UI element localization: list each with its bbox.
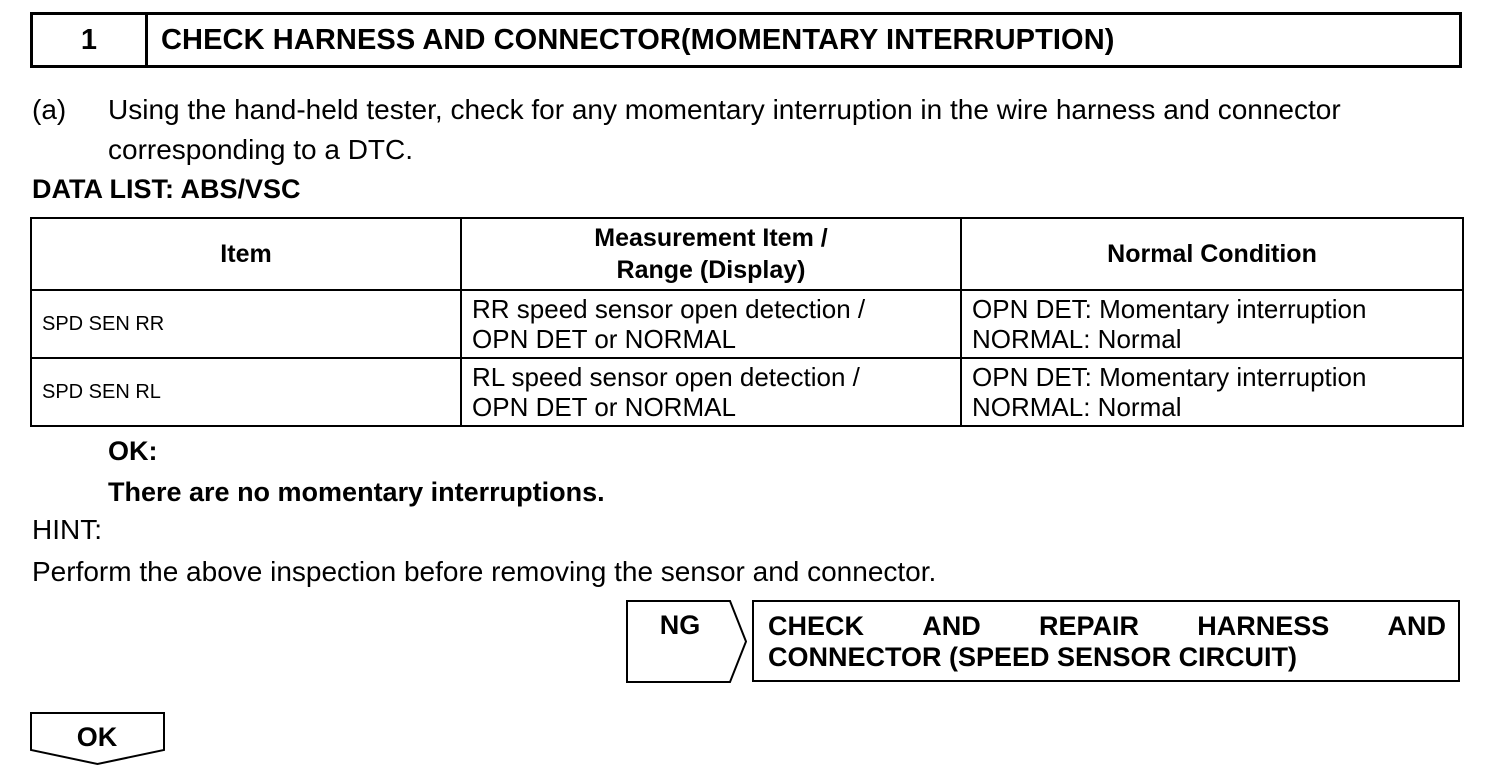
ng-result-word: AND <box>922 611 981 641</box>
instruction-text <box>108 90 1468 170</box>
ng-result-line-2: CONNECTOR (SPEED SENSOR CIRCUIT) <box>768 642 1298 672</box>
ng-result-box <box>752 600 1460 682</box>
ok-result-label: OK <box>76 722 118 752</box>
table-row <box>31 290 1463 358</box>
cell-item: SPD SEN RL <box>31 358 461 426</box>
cell-measurement-line-2: OPN DET or NORMAL <box>472 392 736 422</box>
cell-normal-line-1: OPN DET: Momentary interruption <box>972 294 1367 324</box>
header-measurement-line-1: Measurement Item / <box>594 224 828 252</box>
data-list-title: DATA LIST: ABS/VSC <box>32 174 301 204</box>
ng-result-word: REPAIR <box>1038 611 1139 641</box>
data-list-table <box>30 217 1464 427</box>
ng-result-word: AND <box>1387 611 1446 641</box>
cell-measurement-line-1: RL speed sensor open detection / <box>472 362 860 392</box>
cell-normal-condition <box>961 358 1463 426</box>
header-item: Item <box>31 218 461 290</box>
instruction-line-1: Using the hand-held tester, check for any momentary interruption in the wire harness and connector <box>108 94 1341 125</box>
cell-measurement <box>461 290 961 358</box>
step-number: 1 <box>33 15 148 65</box>
ng-result-word: CHECK <box>768 611 865 641</box>
header-measurement-line-2: Range (Display) <box>616 256 806 284</box>
step-header <box>30 12 1462 68</box>
table-header-row <box>31 218 1463 290</box>
cell-measurement-line-2: OPN DET or NORMAL <box>472 324 736 354</box>
instruction-line-2: corresponding to a DTC. <box>108 134 414 165</box>
cell-item: SPD SEN RR <box>31 290 461 358</box>
ok-spec-text: There are no momentary interruptions. <box>108 477 605 507</box>
header-measurement <box>461 218 961 290</box>
cell-normal-line-2: NORMAL: Normal <box>972 324 1182 354</box>
table-row <box>31 358 1463 426</box>
cell-measurement-line-1: RR speed sensor open detection / <box>472 294 866 324</box>
cell-normal-condition <box>961 290 1463 358</box>
header-normal-condition: Normal Condition <box>961 218 1463 290</box>
cell-measurement <box>461 358 961 426</box>
step-title: CHECK HARNESS AND CONNECTOR(MOMENTARY INTERRUPTION) <box>161 23 1115 56</box>
ng-result-line-1 <box>768 602 1458 642</box>
ng-result-word: HARNESS <box>1197 611 1330 641</box>
ng-label: NG <box>659 610 701 640</box>
instruction-label: (a) <box>32 94 67 125</box>
cell-normal-line-1: OPN DET: Momentary interruption <box>972 362 1367 392</box>
hint-label: HINT: <box>32 514 102 545</box>
cell-normal-line-2: NORMAL: Normal <box>972 392 1182 422</box>
hint-text: Perform the above inspection before removing the sensor and connector. <box>32 556 937 587</box>
ok-spec-label: OK: <box>108 436 158 466</box>
